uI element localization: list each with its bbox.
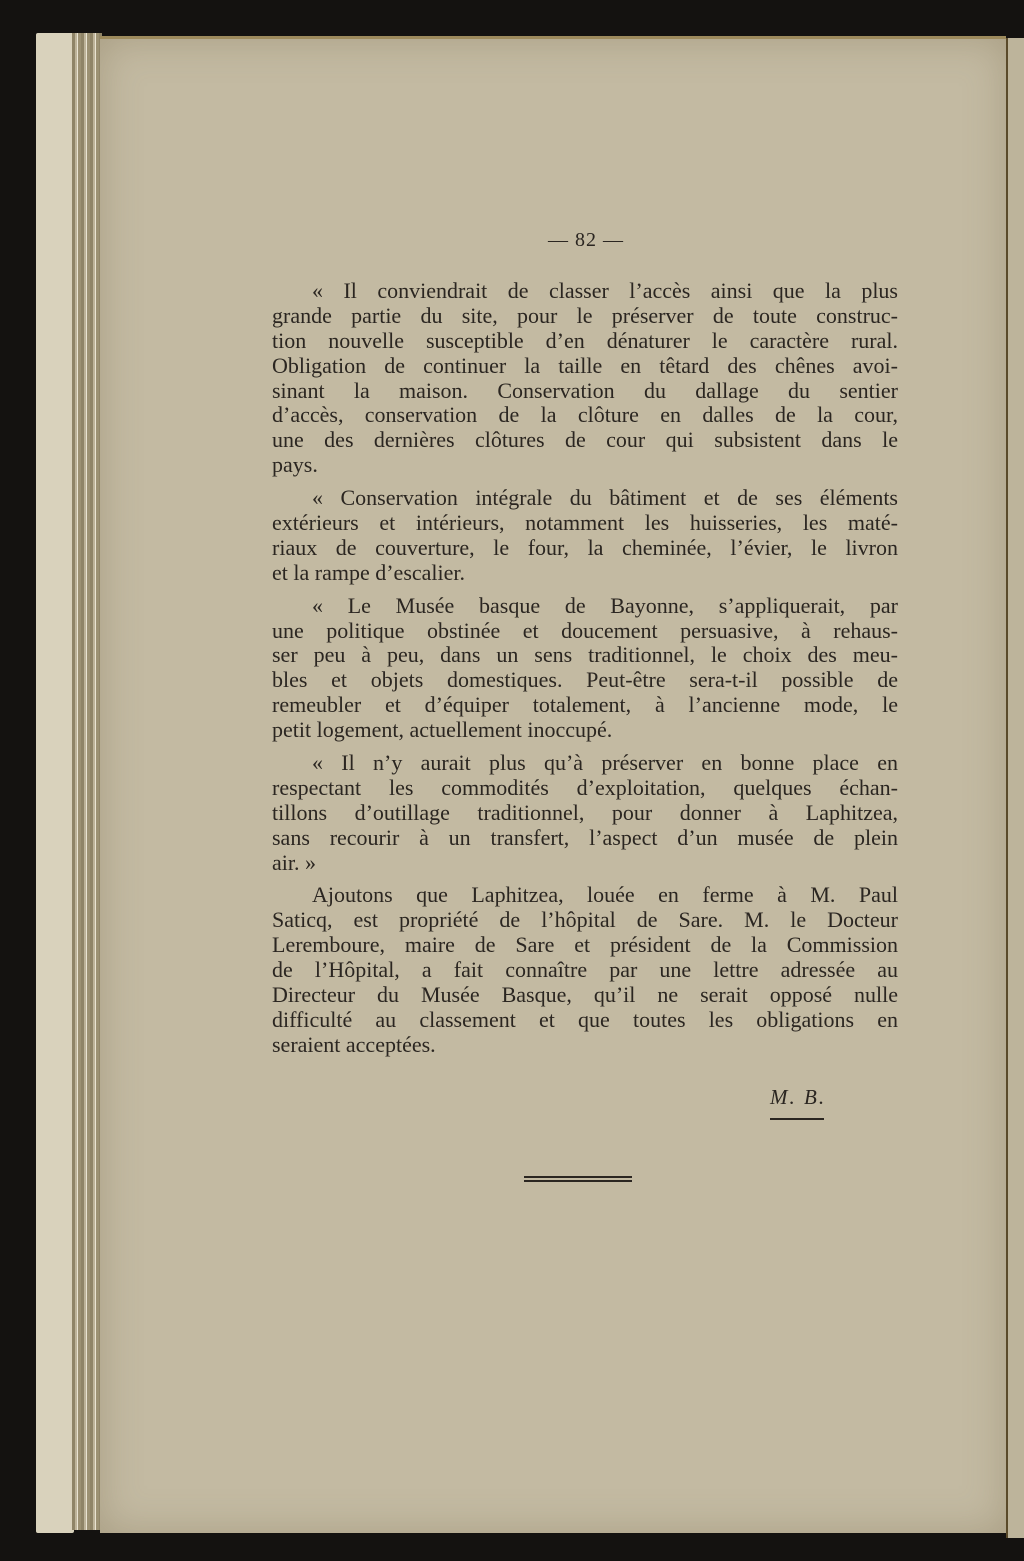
text-line: sans recourir à un transfert, l’aspect d’un musée de plein [272, 824, 898, 850]
text-line: riaux de couverture, le four, la cheminée, l’évier, le livron [272, 534, 898, 560]
text-line: Ajoutons que Laphitzea, louée en ferme à M. Paul [312, 882, 898, 908]
text-line: pays. [272, 452, 318, 478]
text-line: « Le Musée basque de Bayonne, s’appliquerait, par [312, 592, 898, 618]
text-line: grande partie du site, pour le préserver de toute construc- [272, 302, 898, 328]
text-line: remeubler et d’équiper totalement, à l’ancienne mode, le [272, 692, 898, 718]
text-line: respectant les commodités d’exploitation, quelques échan- [272, 774, 898, 800]
text-line: « Il n’y aurait plus qu’à préserver en bonne place en [312, 750, 898, 776]
paragraph [272, 486, 898, 586]
article-body [272, 279, 898, 1066]
text-line: « Il conviendrait de classer l’accès ainsi que la plus [312, 278, 898, 303]
text-line: une des dernières clôtures de cour qui subsistent dans le [272, 427, 898, 453]
text-line: tion nouvelle susceptible d’en dénaturer le caractère rural. [272, 327, 898, 353]
page-block-edges [72, 33, 102, 1530]
text-line: une politique obstinée et doucement persuasive, à rehaus- [272, 617, 898, 643]
section-end-double-rule [524, 1176, 632, 1182]
text-line: d’accès, conservation de la clôture en dalles de la cour, [272, 402, 898, 428]
text-line: et la rampe d’escalier. [272, 559, 466, 585]
text-line: tillons d’outillage traditionnel, pour donner à Laphitzea, [272, 799, 898, 825]
text-line: air. » [272, 849, 316, 875]
text-line: seraient acceptées. [272, 1031, 436, 1057]
text-line: extérieurs et intérieurs, notamment les huisseries, les maté- [272, 510, 898, 536]
text-line: difficulté au classement et que toutes les obligations en [272, 1006, 898, 1032]
text-line: petit logement, actuellement inoccupé. [272, 717, 613, 743]
book-cover-edge [36, 33, 74, 1533]
signature: M. B. [770, 1085, 827, 1109]
text-line: Leremboure, maire de Sare et président de la Commission [272, 932, 898, 958]
page-number: — 82 — [548, 229, 624, 251]
paragraph [272, 883, 898, 1057]
text-line: Obligation de continuer la taille en têtard des chênes avoi- [272, 352, 898, 378]
text-line: « Conservation intégrale du bâtiment et de ses éléments [312, 485, 898, 511]
text-line: ser peu à peu, dans un sens traditionnel, le choix des meu- [272, 642, 898, 668]
text-line: Saticq, est propriété de l’hôpital de Sare. M. le Docteur [272, 907, 898, 933]
text-line: de l’Hôpital, a fait connaître par une lettre adressée au [272, 957, 898, 983]
text-line: sinant la maison. Conservation du dallage du sentier [272, 377, 898, 403]
paragraph [272, 594, 898, 743]
text-line: bles et objets domestiques. Peut-être sera-t-il possible de [272, 667, 898, 693]
text-line: Directeur du Musée Basque, qu’il ne serait opposé nulle [272, 982, 898, 1008]
paragraph [272, 279, 898, 478]
next-page-edge [1006, 38, 1024, 1538]
paragraph [272, 751, 898, 875]
signature-underline [770, 1118, 824, 1120]
